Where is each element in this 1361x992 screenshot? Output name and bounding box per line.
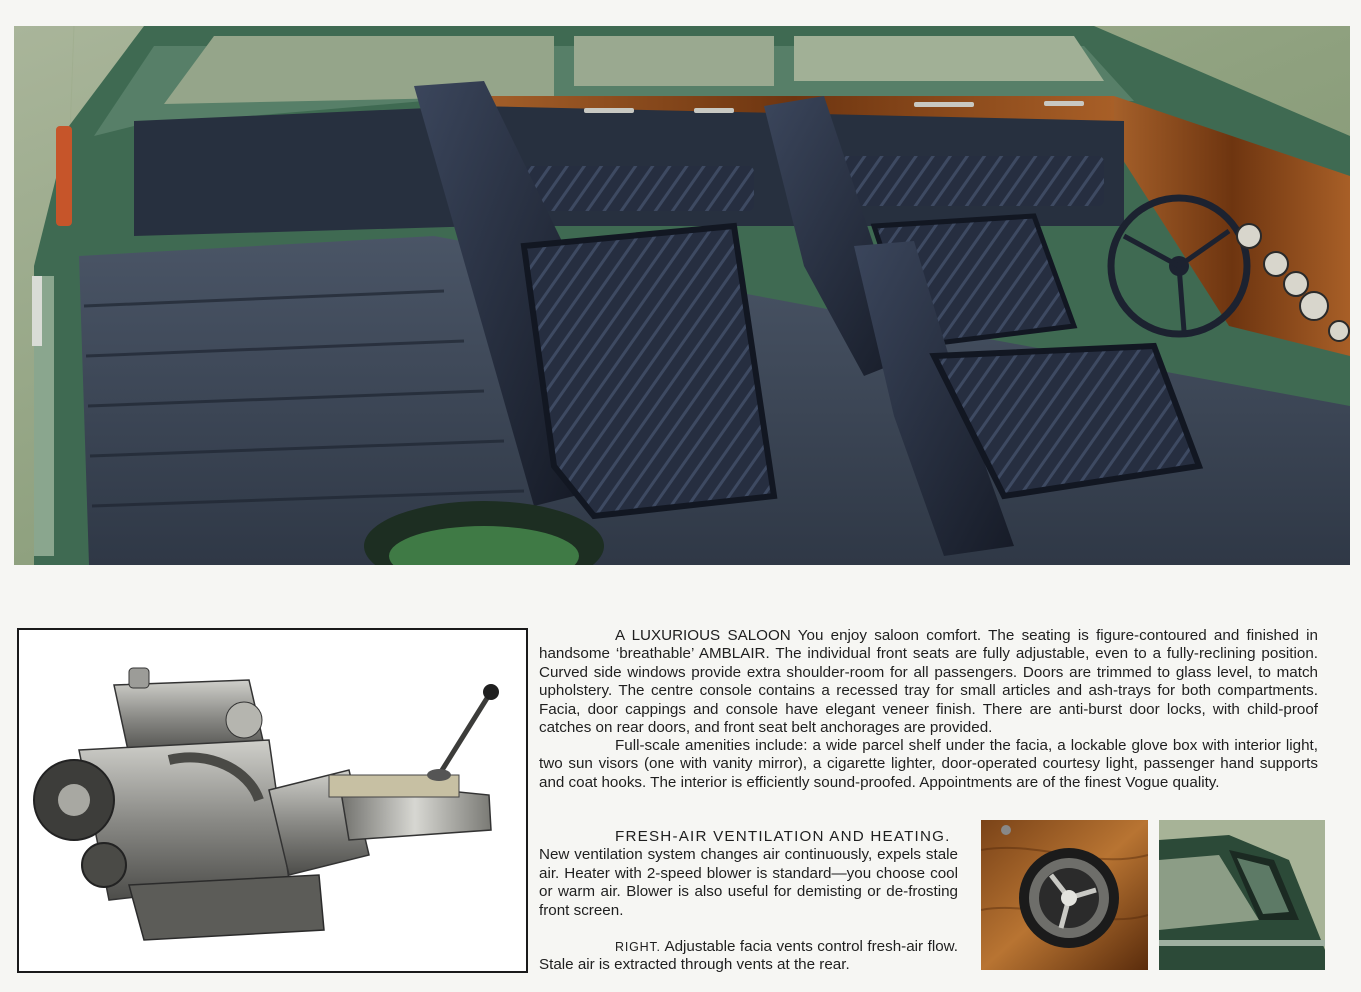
facia-vent-photo	[981, 820, 1148, 970]
ventilation-heading: FRESH-AIR VENTILATION AND HEATING.	[615, 828, 951, 845]
saloon-paragraph	[539, 627, 1318, 737]
caption-lead: RIGHT.	[615, 940, 661, 954]
ventilation-paragraph	[539, 828, 958, 920]
saloon-body: You enjoy saloon comfort. The seating is figure-contoured and finished in handsome ‘breathable’ AMBLAIR. The individual front seats are fully adjustable, even to a fully-reclining position. Curved side windows provide extra shoulder-room for all passengers. Doors are trimmed to glass level, to match upholstery. The centre console contains a recessed tray for small articles and ash-trays for both compartments. Facia, door cappings and console have elegant veneer finish. There are anti-burst door locks, with child-proof catches on rear doors, and front seat belt anchorages are provided.	[539, 627, 1318, 737]
engine-illustration	[17, 628, 528, 973]
amenities-paragraph: Full-scale amenities include: a wide parcel shelf under the facia, a lockable glove box with interior light, two sun visors (one with vanity mirror), a cigarette lighter, door-operated courtesy light, passenger hand supports and coat hooks. The interior is efficiently sound-proofed. Appointments are of the finest Vogue quality.	[539, 737, 1318, 791]
photo-caption	[539, 938, 958, 975]
ventilation-body: New ventilation system changes air continuously, expels stale air. Heater with 2-speed blower is standard—you choose cool or warm air. Blower is also useful for demisting or de-frosting front screen.	[539, 846, 958, 919]
saloon-heading: A LUXURIOUS SALOON	[615, 627, 791, 644]
caption-body: Adjustable facia vents control fresh-air flow. Stale air is extracted through vents at the rear.	[539, 938, 959, 974]
interior-illustration	[14, 26, 1350, 565]
rear-extractor-photo	[1159, 820, 1325, 970]
